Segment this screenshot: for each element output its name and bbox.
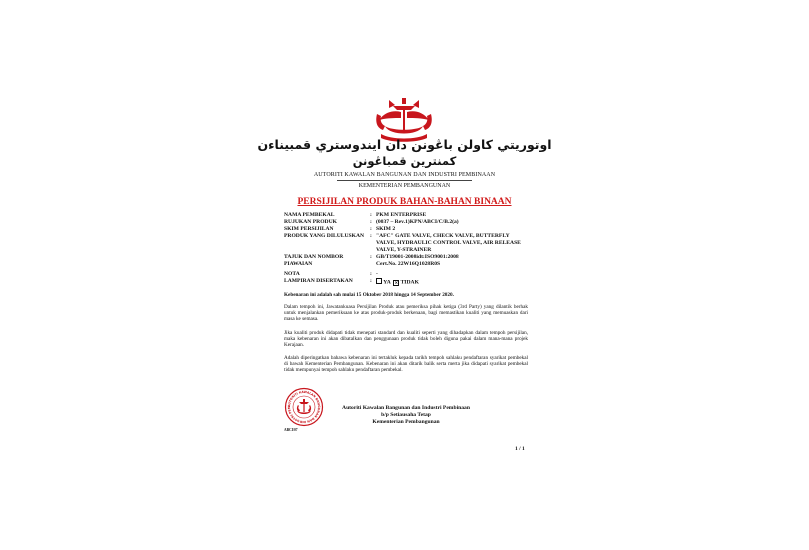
field-approved-products — [284, 233, 534, 254]
field-value — [376, 233, 534, 254]
page-number: 1 / 1 — [515, 446, 525, 452]
field-separator: : — [370, 233, 372, 239]
field-value: - — [376, 271, 378, 277]
field-label: LAMPIRAN DISERTAKAN — [284, 278, 353, 284]
field-product-reference — [284, 219, 534, 226]
field-value-line: "AFC" GATE VALVE, CHECK VALVE, BUTTERFLY — [376, 233, 510, 239]
field-separator: : — [370, 226, 372, 232]
document-reference: ABCI/07 — [284, 428, 298, 432]
yes-checkbox — [376, 278, 382, 284]
field-label: RUJUKAN PRODUK — [284, 219, 337, 225]
field-value: (0037 – Rev.1)KPN/ABCI/C/B.2(a) — [376, 219, 459, 225]
field-value-line: GB/T19001-2008idt:ISO9001:2008 — [376, 254, 459, 260]
field-separator: : — [370, 278, 372, 284]
no-checkbox: ✕ — [394, 280, 398, 285]
header-divider — [337, 180, 472, 181]
field-label: SKIM PERSIJILAN — [284, 226, 334, 232]
field-value: PKM ENTERPRISE — [376, 212, 427, 218]
ministry-name-jawi: كمنترين قمباڠونن — [352, 154, 457, 168]
field-value: SKIM 2 — [376, 226, 396, 232]
field-note — [284, 271, 534, 278]
signature-line-ministry: Kementerian Pembangunan — [372, 419, 440, 425]
field-label: PRODUK YANG DILULUSKAN — [284, 233, 365, 239]
field-supplier-name — [284, 212, 534, 219]
field-separator: : — [370, 219, 372, 225]
yes-label: YA — [383, 279, 391, 286]
field-standard-title — [284, 254, 534, 268]
field-value — [376, 254, 534, 268]
certificate-fields — [284, 212, 534, 287]
official-seal-icon — [284, 387, 324, 427]
field-certification-scheme — [284, 226, 534, 233]
inspection-paragraph: Dalam tempoh ini, Jawatankuasa Persijilan Produk atau pemeriksa pihak ketiga (3rd Party) yang dilantik berhak untuk menjalankan pemeriksaan ke atas produk-produk berkenaan, bagi memastikan kualiti yang memuaskan dari masa ke semasa. — [284, 304, 528, 323]
field-label: TAJUK DAN NOMBOR PIAWAIAN — [284, 254, 344, 267]
brunei-crest-icon — [371, 96, 437, 142]
field-value-line: VALVE, Y-STRAINER — [376, 247, 432, 253]
signature-block — [336, 405, 476, 426]
field-separator: : — [370, 271, 372, 277]
field-value-line: VALVE, HYDRAULIC CONTROL VALVE, AIR RELEASE — [376, 240, 521, 246]
field-value-line: Cert.No. 22W16Q1028R0S — [376, 261, 441, 267]
agency-name: AUTORITI KAWALAN BANGUNAN DAN INDUSTRI PEMBINAAN — [313, 172, 496, 178]
quality-paragraph: Jika kualiti produk didapati tidak menepati standard dan kualiti seperti yang dihadapkan dalam tempoh persijilan, maka kebenaran ini akan dibatalkan dan penggunaan produk tidak boleh diguna pakai dalam mana-mana projek Kerajaan. — [284, 330, 528, 349]
no-label: TIDAK — [400, 279, 419, 286]
signature-line-secretary: b/p Setiausaha Tetap — [381, 412, 431, 418]
document-title: PERSIJILAN PRODUK BAHAN-BAHAN BINAAN — [297, 197, 512, 207]
ministry-name: KEMENTERIAN PEMBANGUNAN — [358, 183, 451, 189]
attachment-options — [376, 278, 534, 287]
agency-name-jawi: اوتوريتي كاولن باڠونن دان ايندوستري قمبيناءن — [257, 137, 552, 152]
field-separator: : — [370, 254, 372, 260]
field-separator: : — [370, 212, 372, 218]
seal-text: AUTORITI KAWALAN BANGUNAN DAN INDUSTRI PEM — [286, 389, 322, 425]
field-label: NOTA — [284, 271, 300, 277]
field-attachment — [284, 278, 534, 287]
registration-paragraph: Adalah diperingatkan bahawa kebenaran ini tertakluk kepada tarikh tempoh sahlaku pendaftaran syarikat pembekal di bawah Kementerian Pembangunan. Kebenaran ini akan ditarik balik serta merta jika didapati syarikat pembekal tidak mempunyai tempoh sahlaku pendaftaran pembekal. — [284, 355, 528, 374]
validity-statement: Kebenaran ini adalah sah mulai 15 Oktober 2018 hingga 14 September 2020. — [284, 292, 454, 298]
field-label: NAMA PEMBEKAL — [284, 212, 335, 218]
signature-line-authority: Autoriti Kawalan Bangunan dan Industri Pembinaan — [342, 405, 470, 411]
